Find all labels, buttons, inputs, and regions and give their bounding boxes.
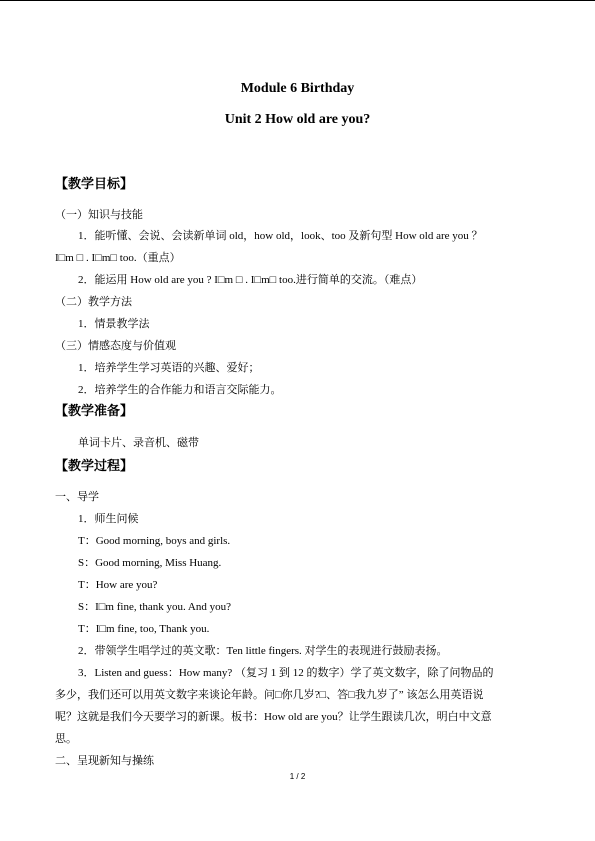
document-title: Module 6 Birthday [240,81,355,96]
process-step-2: 2．带领学生唱学过的英文歌：Ten little fingers. 对学生的表现进行鼓励表扬。 [78,645,448,657]
preparation-text: 单词卡片、录音机、磁带 [78,437,199,449]
process-part-1-heading: 一、导学 [55,491,99,503]
knowledge-heading: （一）知识与技能 [55,209,143,221]
emotion-heading: （三）情感态度与价值观 [55,340,176,352]
process-step-3-line-1: 3．Listen and guess：How many? （复习 1 到 12 的数字）学了英文数字，除了问物品的 [78,667,494,679]
section-heading-preparation: 【教学准备】 [55,404,134,419]
dialogue-line-4: S：I□m fine, thank you. And you? [78,601,231,613]
page-number: 1 / 2 [289,772,306,781]
section-heading-process: 【教学过程】 [55,459,134,474]
dialogue-line-3: T：How are you? [78,579,158,591]
section-heading-objectives: 【教学目标】 [55,177,134,192]
document-subtitle: Unit 2 How old are you? [224,112,371,127]
dialogue-line-2: S：Good morning, Miss Huang. [78,557,222,569]
emotion-item-2: 2．培养学生的合作能力和语言交际能力。 [78,384,282,396]
objective-item-2: 2．能运用 How old are you ? I□m □ . I□m□ too.进行简单的交流。（难点） [78,274,423,286]
process-step-3-line-3: 呢？这就是我们今天要学习的新课。板书：How old are you？让学生跟读几次，明白中文意 [55,711,492,723]
emotion-item-1: 1．培养学生学习英语的兴趣、爱好； [78,362,260,374]
objective-item-1-continued: I□m □ . I□m□ too.（重点） [55,252,181,264]
method-item: 1．情景教学法 [78,318,150,330]
process-step-3-line-4: 思。 [55,733,77,745]
dialogue-line-1: T：Good morning, boys and girls. [78,535,231,547]
process-step-1: 1．师生问候 [78,513,139,525]
dialogue-line-5: T：I□m fine, too, Thank you. [78,623,210,635]
process-step-3-line-2: 多少，我们还可以用英文数字来谈论年龄。问□你几岁?□、答□我九岁了” 该怎么用英语说 [55,689,484,701]
process-part-2-heading: 二、呈现新知与操练 [55,755,154,767]
page-top-rule [0,0,595,1]
objective-item-1: 1．能听懂、会说、会读新单词 old，how old，look、too 及新句型 How old are you ？ [78,230,483,242]
method-heading: （二）教学方法 [55,296,132,308]
